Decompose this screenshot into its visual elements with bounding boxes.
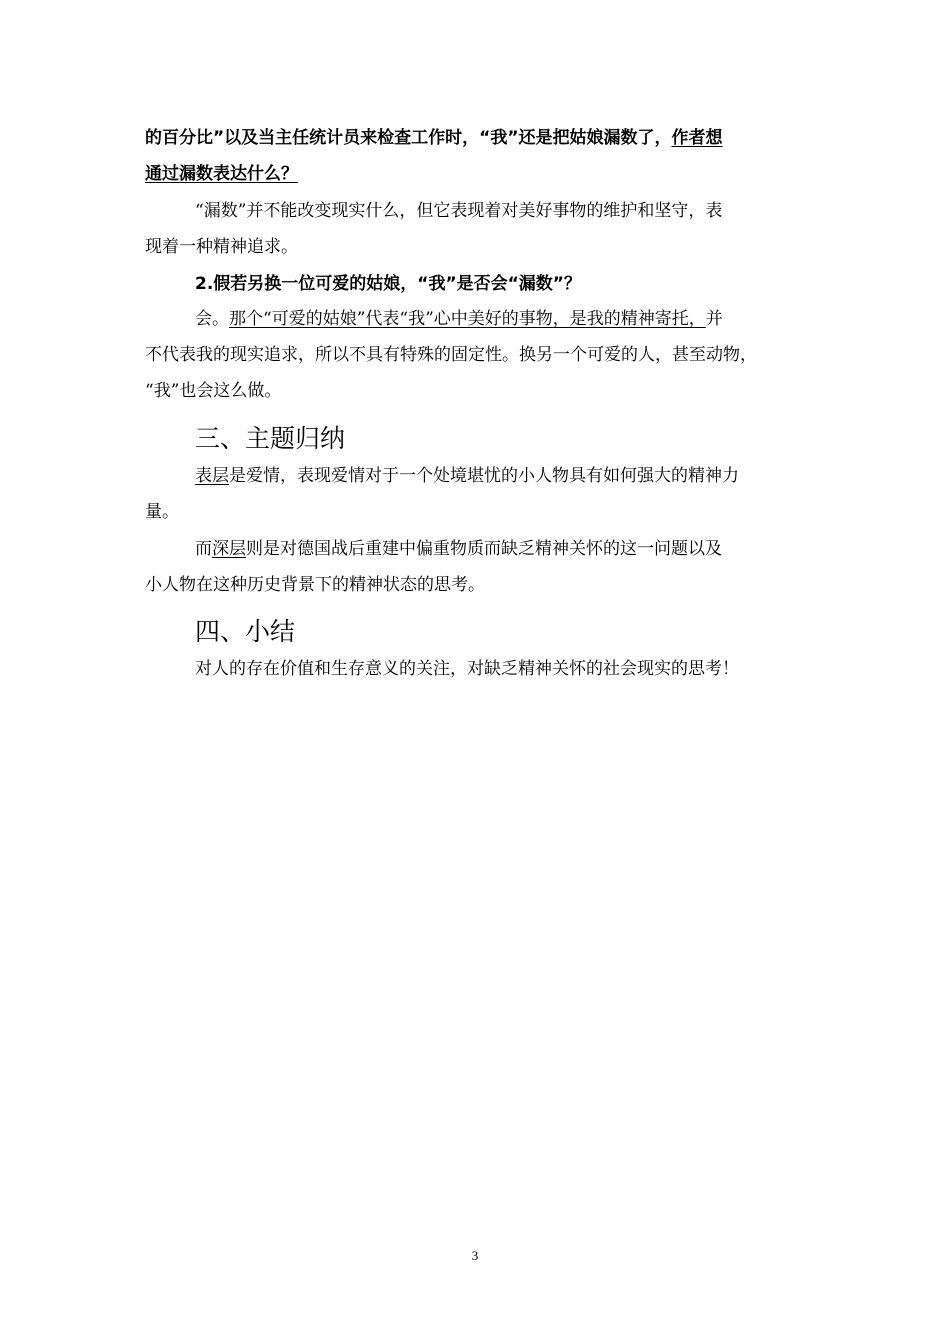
page-number: 3 bbox=[471, 1248, 479, 1263]
answer-2-line-1 bbox=[195, 307, 815, 331]
answer-1-line-1: “漏数”并不能改变现实什么，但它表现着对美好事物的维护和坚守，表 bbox=[195, 201, 723, 221]
section-4-heading: 四、小结 bbox=[195, 617, 296, 646]
answer-1-line-2: 现着一种精神追求。 bbox=[145, 237, 298, 257]
question-1-underlined: 作者想 bbox=[671, 128, 723, 148]
section-3-para-1-line-2: 量。 bbox=[145, 502, 179, 522]
section-3-para-2-line-1 bbox=[195, 537, 815, 561]
section-3-heading: 三、主题归纳 bbox=[195, 424, 346, 453]
section-3-para-2-start: 而 bbox=[195, 539, 212, 559]
answer-2-line-2: 不代表我的现实追求，所以不具有特殊的固定性。换另一个可爱的人，甚至动物， bbox=[145, 345, 757, 365]
section-3-para-1-text: 是爱情，表现爱情对于一个处境堪忧的小人物具有如何强大的精神力 bbox=[229, 466, 739, 486]
section-4-para-1: 对人的存在价值和生存意义的关注，对缺乏精神关怀的社会现实的思考！ bbox=[195, 659, 739, 679]
question-1-line-2 bbox=[145, 162, 815, 186]
section-3-para-2-line-2: 小人物在这种历史背景下的精神状态的思考。 bbox=[145, 575, 485, 595]
section-3-para-1-line-1 bbox=[195, 464, 815, 488]
answer-2-start: 会。 bbox=[195, 309, 229, 329]
surface-layer-term: 表层 bbox=[195, 466, 229, 486]
section-3-para-2-text: 则是对德国战后重建中偏重物质而缺乏精神关怀的这一问题以及 bbox=[246, 539, 722, 559]
question-1-underlined-end: 通过漏数表达什么？ bbox=[145, 164, 298, 184]
answer-2-line-3: “我”也会这么做。 bbox=[145, 381, 282, 401]
answer-2-tail: 并 bbox=[705, 309, 723, 329]
question-1-text: 的百分比”以及当主任统计员来检查工作时，“我”还是把姑娘漏数了， bbox=[145, 128, 672, 148]
deep-layer-term: 深层 bbox=[212, 539, 246, 559]
answer-2-underlined: 那个“可爱的姑娘”代表“我”心中美好的事物，是我的精神寄托， bbox=[229, 309, 706, 329]
question-1-line-1 bbox=[145, 126, 815, 150]
question-2: 2.假若另换一位可爱的姑娘，“我”是否会“漏数”？ bbox=[195, 274, 581, 294]
